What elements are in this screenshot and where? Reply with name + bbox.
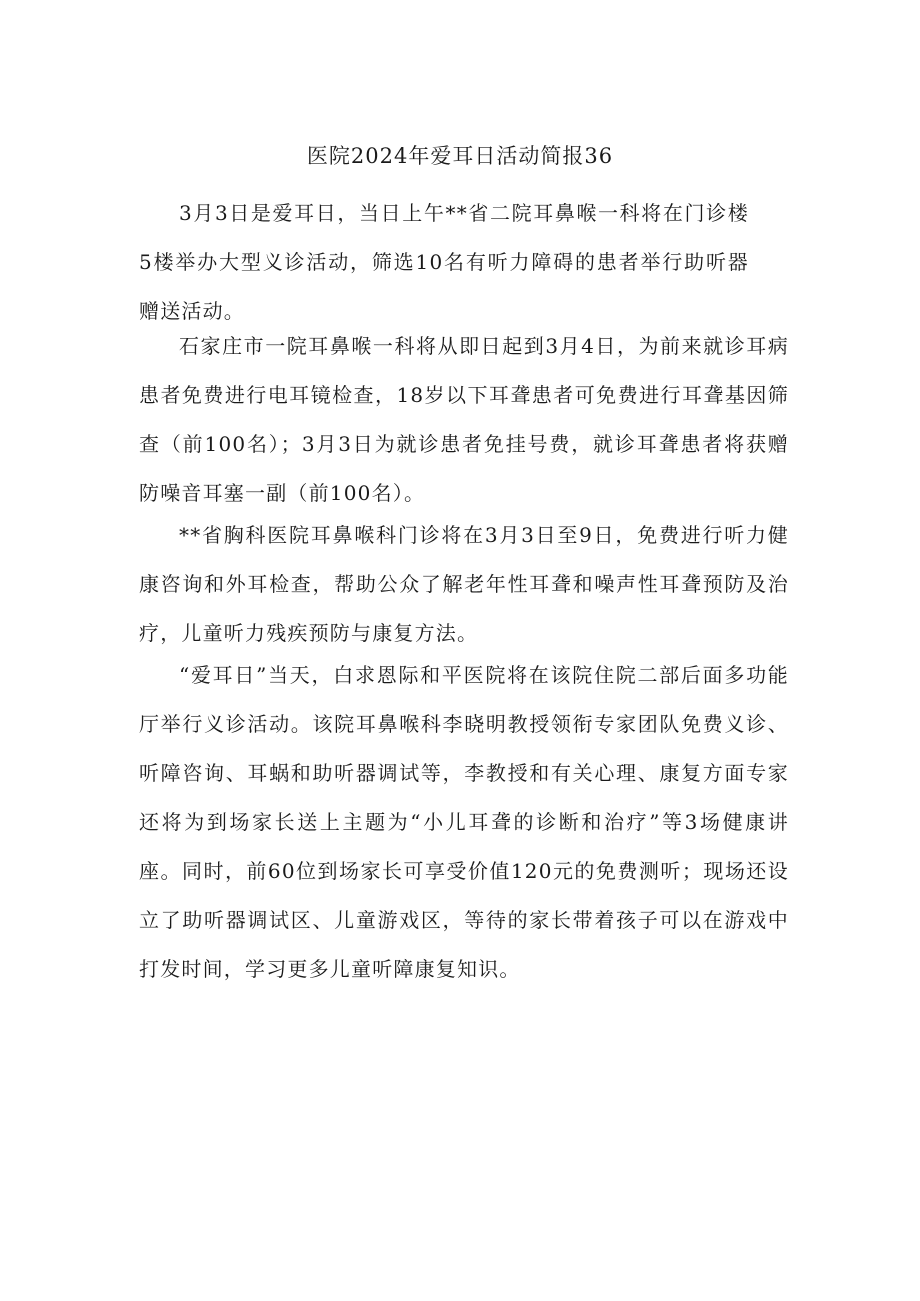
paragraph-3: **省胸科医院耳鼻喉科门诊将在3月3日至9日，免费进行听力健康咨询和外耳检查，帮助公众了解老年性耳聋和噪声性耳聋预防及治疗，儿童听力残疾预防与康复方法。: [139, 523, 789, 645]
document-title: 医院2024年爱耳日活动简报36: [306, 144, 614, 168]
paragraph-2: 石家庄市一院耳鼻喉一科将从即日起到3月4日，为前来就诊耳病患者免费进行电耳镜检查，18岁以下耳聋患者可免费进行耳聋基因筛查（前100名）；3月3日为就诊患者免挂号费，就诊耳聋患者将获赠防噪音耳塞一副（前100名）。: [139, 334, 789, 505]
paragraph-4: “爱耳日”当天，白求恩际和平医院将在该院住院二部后面多功能厅举行义诊活动。该院耳鼻喉科李晓明教授领衔专家团队免费义诊、听障咨询、耳蜗和助听器调试等，李教授和有关心理、康复方面专家还将为到场家长送上主题为“小儿耳聋的诊断和治疗”等3场健康讲座。同时，前60位到场家长可享受价值120元的免费测听；现场还设立了助听器调试区、儿童游戏区，等待的家长带着孩子可以在游戏中打发时间，学习更多儿童听障康复知识。: [139, 663, 789, 981]
paragraph-1: 3月3日是爱耳日，当日上午**省二院耳鼻喉一科将在门诊楼5楼举办大型义诊活动，筛选10名有听力障碍的患者举行助听器赠送活动。: [139, 201, 749, 323]
